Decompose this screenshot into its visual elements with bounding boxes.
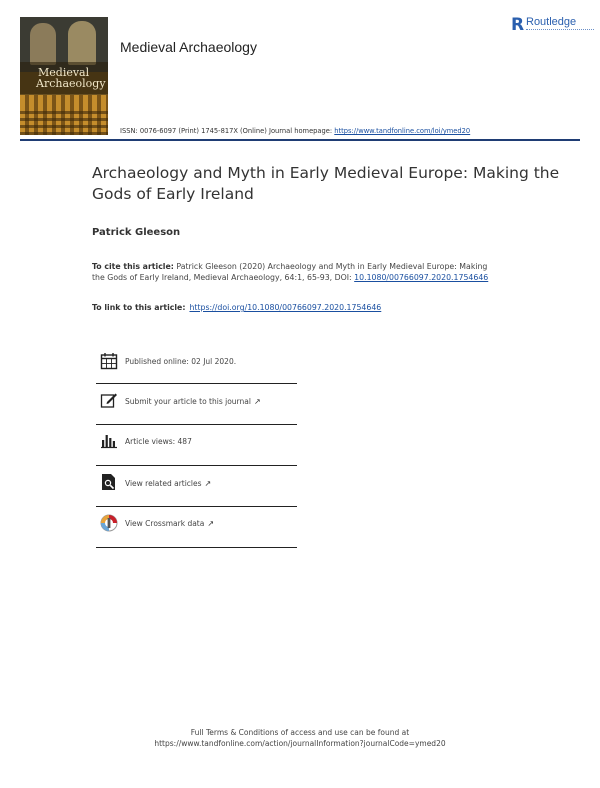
edit-icon [100,391,118,409]
article-title: Archaeology and Myth in Early Medieval Europe: Making the Gods of Early Ireland [92,164,560,203]
info-divider [96,547,297,548]
journal-cover-image [20,17,108,135]
info-divider [96,465,297,466]
publisher-name: Routledge [526,16,577,28]
external-link-icon: ↗ [204,479,212,488]
related-articles-link[interactable] [125,479,211,488]
crossmark-link[interactable] [125,519,214,528]
citation-block [92,262,492,283]
cover-title-line1: Medieval [38,66,90,79]
link-label: To link to this article: [92,303,186,312]
info-divider [96,424,297,425]
crossmark-label: View Crossmark data [125,519,205,528]
cover-title-line2: Archaeology [36,77,106,90]
article-views: Article views: 487 [125,437,192,446]
article-link-line [92,303,381,312]
issn-text: ISSN: 0076-6097 (Print) 1745-817X (Online) Journal homepage: [120,127,335,135]
crossmark-icon [100,514,118,532]
submit-article-link[interactable] [125,397,261,406]
header-divider [20,139,580,141]
search-document-icon [100,473,118,491]
external-link-icon: ↗ [253,397,261,406]
published-date: Published online: 02 Jul 2020. [125,357,237,366]
cite-label: To cite this article: [92,262,174,271]
submit-row[interactable] [96,391,296,431]
routledge-logo [511,15,596,41]
terms-footer [0,727,600,749]
published-row [96,350,296,390]
bar-chart-icon [100,431,118,449]
info-divider [96,383,297,384]
submit-article-label: Submit your article to this journal [125,397,251,406]
cite-doi-link[interactable]: 10.1080/00766097.2020.1754646 [354,272,489,282]
related-articles-label: View related articles [125,479,202,488]
external-link-icon: ↗ [207,519,215,528]
journal-title: Medieval Archaeology [120,39,257,55]
routledge-r-icon: R [511,15,525,35]
journal-homepage-link[interactable]: https://www.tandfonline.com/loi/ymed20 [334,127,471,135]
author-name: Patrick Gleeson [92,227,181,238]
info-divider [96,506,297,507]
article-doi-link[interactable]: https://doi.org/10.1080/00766097.2020.1754646 [189,303,382,312]
terms-line: Full Terms & Conditions of access and use can be found at [190,728,410,737]
cite-text: Patrick Gleeson (2020) Archaeology and Myth in Early Medieval Europe: Making the Gods of Early Ireland, Medieval Archaeology, 64:1, 65-93, DOI: [92,262,488,282]
issn-line [120,127,470,135]
calendar-icon [100,352,118,370]
terms-url-link[interactable]: https://www.tandfonline.com/action/journalInformation?journalCode=ymed20 [154,739,446,748]
crossmark-row[interactable] [96,512,296,552]
